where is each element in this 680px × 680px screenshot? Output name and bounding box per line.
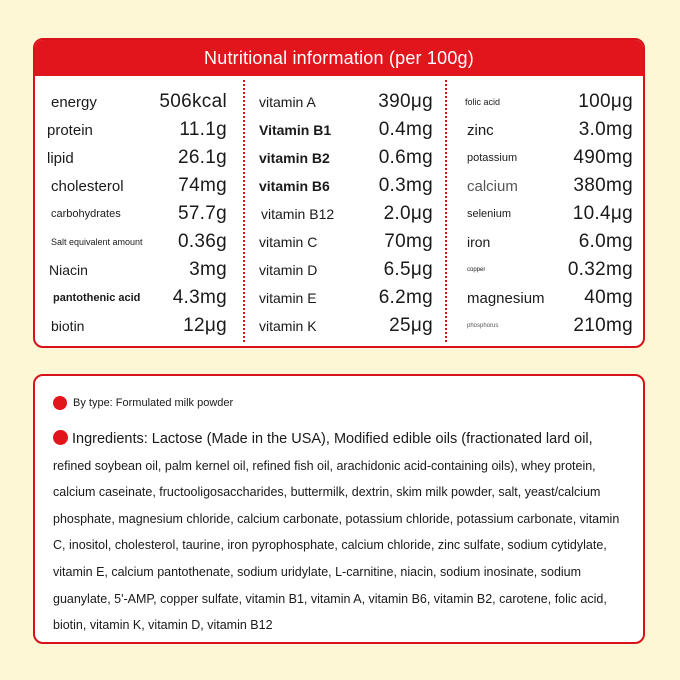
nutrient-row [447, 200, 645, 228]
nutrient-value: 12μg [183, 315, 227, 336]
nutrient-row [35, 312, 243, 340]
nutrient-name: copper [467, 267, 486, 273]
nutrient-value: 6.0mg [578, 231, 633, 252]
nutrient-name: vitamin D [259, 262, 318, 278]
nutrient-row [245, 88, 445, 116]
nutrient-name: potassium [467, 152, 518, 164]
nutrient-row [245, 116, 445, 144]
nutrient-value: 210mg [573, 315, 633, 336]
nutrient-value: 0.32mg [567, 259, 633, 280]
product-type-text: By type: Formulated milk powder [73, 397, 234, 409]
nutrient-name: phosphorus [467, 323, 499, 329]
nutrient-name: protein [47, 121, 93, 139]
ingredients-lead: Ingredients: Lactose (Made in the USA), Modified edible oils (fractionated lard oil, [72, 431, 593, 447]
nutrition-column-2 [245, 76, 445, 346]
nutrient-value: 380mg [573, 175, 633, 196]
nutrient-row [447, 144, 645, 172]
nutrient-value: 390μg [378, 91, 433, 112]
nutrient-name: vitamin B2 [259, 150, 330, 166]
nutrient-name: biotin [51, 318, 85, 334]
nutrient-row [35, 172, 243, 200]
nutrition-table [33, 38, 645, 348]
nutrient-value: 11.1g [179, 119, 227, 140]
nutrient-row [245, 200, 445, 228]
nutrient-row [245, 172, 445, 200]
nutrient-row [35, 116, 243, 144]
nutrient-name: Niacin [49, 262, 88, 278]
nutrient-row [447, 172, 645, 200]
nutrient-value: 0.3mg [378, 175, 433, 196]
nutrient-row [245, 144, 445, 172]
nutrient-value: 6.5μg [383, 259, 433, 280]
nutrient-value: 26.1g [177, 147, 227, 168]
nutrient-value: 506kcal [159, 91, 227, 112]
nutrient-value: 0.36g [177, 231, 227, 252]
nutrient-name: carbohydrates [51, 208, 121, 220]
nutrient-row [245, 312, 445, 340]
nutrient-value: 6.2mg [378, 287, 433, 308]
nutrient-row [447, 256, 645, 284]
nutrient-row [35, 256, 243, 284]
nutrient-row [35, 144, 243, 172]
nutrient-row [35, 284, 243, 312]
nutrient-name: pantothenic acid [53, 292, 141, 304]
nutrient-name: calcium [467, 177, 518, 195]
nutrient-row [447, 116, 645, 144]
nutrient-row [245, 256, 445, 284]
nutrient-value: 3.0mg [578, 119, 633, 140]
nutrient-value: 490mg [573, 147, 633, 168]
nutrient-value: 40mg [584, 287, 633, 308]
nutrient-row [35, 88, 243, 116]
nutrition-title: Nutritional information (per 100g) [35, 40, 643, 76]
nutrient-row [35, 228, 243, 256]
nutrient-row [245, 228, 445, 256]
nutrient-row [245, 284, 445, 312]
nutrient-name: lipid [47, 149, 74, 167]
nutrient-name: iron [467, 234, 491, 250]
nutrient-row [447, 312, 645, 340]
nutrient-name: vitamin C [259, 234, 318, 250]
ingredients-paragraph [53, 426, 633, 639]
nutrient-name: vitamin B12 [261, 206, 335, 222]
nutrient-row [447, 88, 645, 116]
nutrient-name: magnesium [467, 289, 545, 307]
ingredients-list: refined soybean oil, palm kernel oil, refined fish oil, arachidonic acid-containing oils), whey protein, calcium caseinate, fructooligosaccharides, buttermilk, dextrin, skim milk powder, salt, yeast/calcium phosphate, magnesium chloride, calcium carbonate, potassium chloride, potassium carbonate, vitamin C, inositol, cholesterol, taurine, iron pyrophosphate, calcium chloride, zinc sulfate, sodium cytidylate, vitamin E, calcium pantothenate, sodium uridylate, L-carnitine, niacin, sodium inosinate, sodium guanylate, 5'-AMP, copper sulfate, vitamin B1, vitamin A, vitamin B6, vitamin B2, carotene, folic acid, biotin, vitamin K, vitamin D, vitamin B12 [53, 458, 620, 633]
nutrient-value: 2.0μg [383, 203, 433, 224]
nutrient-value: 57.7g [177, 203, 227, 224]
nutrient-name: vitamin A [259, 94, 316, 110]
nutrition-column-3 [447, 76, 645, 346]
nutrient-value: 100μg [578, 91, 633, 112]
nutrient-value: 4.3mg [172, 287, 227, 308]
nutrient-name: energy [51, 93, 97, 111]
nutrient-name: folic acid [465, 97, 501, 107]
nutrient-name: Vitamin B1 [259, 122, 332, 138]
nutrient-row [447, 228, 645, 256]
bullet-dot-icon [53, 396, 67, 410]
nutrient-name: Salt equivalent amount [51, 237, 143, 247]
nutrient-name: zinc [467, 121, 494, 139]
nutrition-column-1 [35, 76, 243, 346]
nutrient-value: 0.6mg [378, 147, 433, 168]
nutrient-row [447, 284, 645, 312]
nutrient-name: cholesterol [51, 177, 124, 195]
product-type-line [53, 396, 233, 410]
nutrient-row [35, 200, 243, 228]
nutrient-name: selenium [467, 208, 512, 220]
product-info-panel [33, 374, 645, 644]
nutrient-value: 25μg [389, 315, 433, 336]
nutrient-value: 0.4mg [378, 119, 433, 140]
nutrient-name: vitamin E [259, 290, 317, 306]
nutrient-value: 70mg [384, 231, 433, 252]
nutrient-value: 3mg [189, 259, 227, 280]
nutrient-name: vitamin B6 [259, 178, 330, 194]
bullet-dot-icon [53, 430, 68, 445]
nutrient-value: 10.4μg [572, 203, 633, 224]
nutrient-value: 74mg [178, 175, 227, 196]
nutrient-name: vitamin K [259, 318, 317, 334]
